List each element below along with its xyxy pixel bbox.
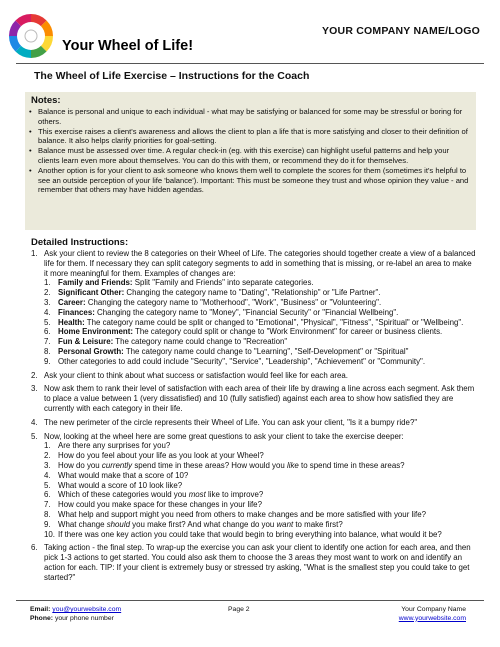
step-4-text: The new perimeter of the circle represents their Wheel of Life. You can ask your client, "Is it a bumpy ride?" — [44, 417, 418, 427]
notes-list — [29, 107, 469, 195]
question-item: 10. If there was one key action you could take that would begin to bring everything into balance, what would it be? — [44, 529, 442, 539]
phone-value: your phone number — [54, 614, 114, 622]
category-example: 5. Health: The category name could be split or changed to "Emotional", "Physical", "Fitness", "Spiritual" or "Wellbeing". — [44, 317, 464, 327]
category-example: 8. Personal Growth: The category name could change to "Learning", "Self-Development" or "Spiritual" — [44, 346, 409, 356]
step-6-text: Taking action - the final step. To wrap-up the exercise you can ask your client to identify one action for each area, and then pick 1-3 actions to get started. You could also ask them to choose the 3 areas they most want to work on and identify an action for each. TIP: If your client is extremely busy or stressed try asking, "What is the smallest step you could take to get started?" — [44, 543, 471, 582]
notes-box — [25, 92, 476, 230]
step-5: 5. Now, looking at the wheel here are some great questions to ask your client to take the exercise deeper: — [31, 431, 404, 441]
brand-title: Your Wheel of Life! — [62, 38, 194, 54]
category-example: 6. Home Environment: The category could split or change to "Work Environment" for career or business clients. — [44, 327, 443, 337]
footer-company-name: Your Company Name — [401, 606, 466, 613]
company-logo-text: YOUR COMPANY NAME/LOGO — [321, 25, 480, 37]
footer-divider — [16, 600, 484, 601]
note-item: • Balance is personal and unique to each individual - what may be satisfying or balanced for some may be stressful or boring for others. — [29, 107, 469, 127]
page-title: The Wheel of Life Exercise – Instructions for the Coach — [34, 70, 310, 82]
category-examples — [31, 278, 477, 366]
question-item: 3. How do you currently spend time in these areas? How would you like to spend time in these areas? — [44, 460, 405, 470]
category-example: 1. Family and Friends: Split "Family and Friends" into separate categories. — [44, 278, 314, 288]
category-example: 7. Fun & Leisure: The category name could change to "Recreation" — [44, 337, 288, 347]
step-5-text: Now, looking at the wheel here are some great questions to ask your client to take the exercise deeper: — [44, 431, 404, 441]
question-item: 7. How could you make space for these changes in your life? — [44, 500, 262, 510]
wheel-logo-icon — [8, 13, 54, 59]
email-link[interactable]: you@yourwebsite.com — [52, 606, 122, 613]
step-2: 2. Ask your client to think about what success or satisfaction would feel like for each area. — [31, 370, 348, 380]
question-item: 8. What help and support might you need from others to make changes and be more satisfied with your life? — [44, 509, 426, 519]
instructions-list — [31, 249, 477, 583]
question-item: 1. Are there any surprises for you? — [44, 441, 171, 451]
footer-company — [399, 606, 466, 623]
step-6: 6. Taking action - the final step. To wrap-up the exercise you can ask your client to identify one action for each area, and then pick 1-3 actions to get started. You could also ask them to choose the 3 areas they most want to work on and identify an action for each. TIP: If your client is extremely busy or stressed try asking, "What is the smallest step you could take to get started?" — [31, 543, 471, 582]
instructions-heading: Detailed Instructions: — [31, 237, 129, 248]
email-label: Email: — [30, 606, 51, 613]
category-example: 3. Career: Changing the category name to "Motherhood", "Work", "Business" or "Volunteering". — [44, 297, 382, 307]
question-item: 5. What would a score of 10 look like? — [44, 480, 183, 490]
note-item: • Another option is for your client to ask someone who knows them well to complete the scores for them (sometimes it's helpful to see an outside perception of your life 'balance'). Important: This must be someone they trust and whose opinion they value - and remember that others may have hidden agendas. — [29, 166, 469, 195]
step-3-text: Now ask them to rank their level of satisfaction with each area of their life by drawing a line across each segment. Ask them to place a value between 1 (very dissatisfied) and 10 (fully satisfied) against each area to show how satisfied they are currently with each category in their life. — [44, 384, 475, 413]
footer-contact — [30, 606, 121, 623]
website-link[interactable]: www.yourwebsite.com — [398, 614, 466, 622]
note-item: • This exercise raises a client's awareness and allows the client to plan a life that is more satisfying and closer to their definition of balance. It also helps clarify priorities for goal-setting. — [29, 127, 469, 147]
question-item: 9. What change should you make first? And what change do you want to make first? — [44, 519, 343, 529]
step-3: 3. Now ask them to rank their level of satisfaction with each area of their life by drawing a line across each segment. Ask them to place a value between 1 (very dissatisfied) and 10 (fully satisfied) against each area to show how satisfied they are currently with each category in their life. — [31, 384, 475, 413]
category-example: 9. Other categories to add could include "Security", "Service", "Leadership", "Achievement" or "Community". — [44, 356, 426, 366]
page-number: Page 2 — [228, 606, 250, 613]
deeper-questions — [31, 441, 477, 539]
header-divider — [16, 63, 484, 64]
step-4: 4. The new perimeter of the circle represents their Wheel of Life. You can ask your client, "Is it a bumpy ride?" — [31, 417, 418, 427]
question-item: 6. Which of these categories would you most like to improve? — [44, 490, 264, 500]
note-item: • Balance must be assessed over time. A regular check-in (eg. with this exercise) can highlight useful patterns and help your clients learn even more about themselves. You can do this with them, or recommend they do it for themselves. — [29, 146, 469, 166]
phone-label: Phone: — [30, 614, 54, 622]
notes-heading: Notes: — [31, 95, 61, 106]
step-1-text: Ask your client to review the 8 categories on their Wheel of Life. The categories should together create a view of a balanced life for them. If necessary they can split category segments to add in something that is missing, or re-label an area to make it more meaningful for them. Examples of changes are: — [44, 249, 476, 278]
category-example: 4. Finances: Changing the category name to "Money", "Financial Security" or "Financial Wellbeing". — [44, 307, 399, 317]
question-item: 4. What would make that a score of 10? — [44, 470, 189, 480]
category-example: 2. Significant Other: Changing the category name to "Dating", "Relationship" or "Life Partner". — [44, 288, 381, 298]
question-item: 2. How do you feel about your life as you look at your Wheel? — [44, 451, 264, 461]
step-1: 1. Ask your client to review the 8 categories on their Wheel of Life. The categories should together create a view of a balanced life for them. If necessary they can split category segments to add in something that is missing, or re-label an area to make it more meaningful for them. Examples of changes are: — [31, 249, 476, 278]
step-2-text: Ask your client to think about what success or satisfaction would feel like for each area. — [44, 370, 348, 380]
